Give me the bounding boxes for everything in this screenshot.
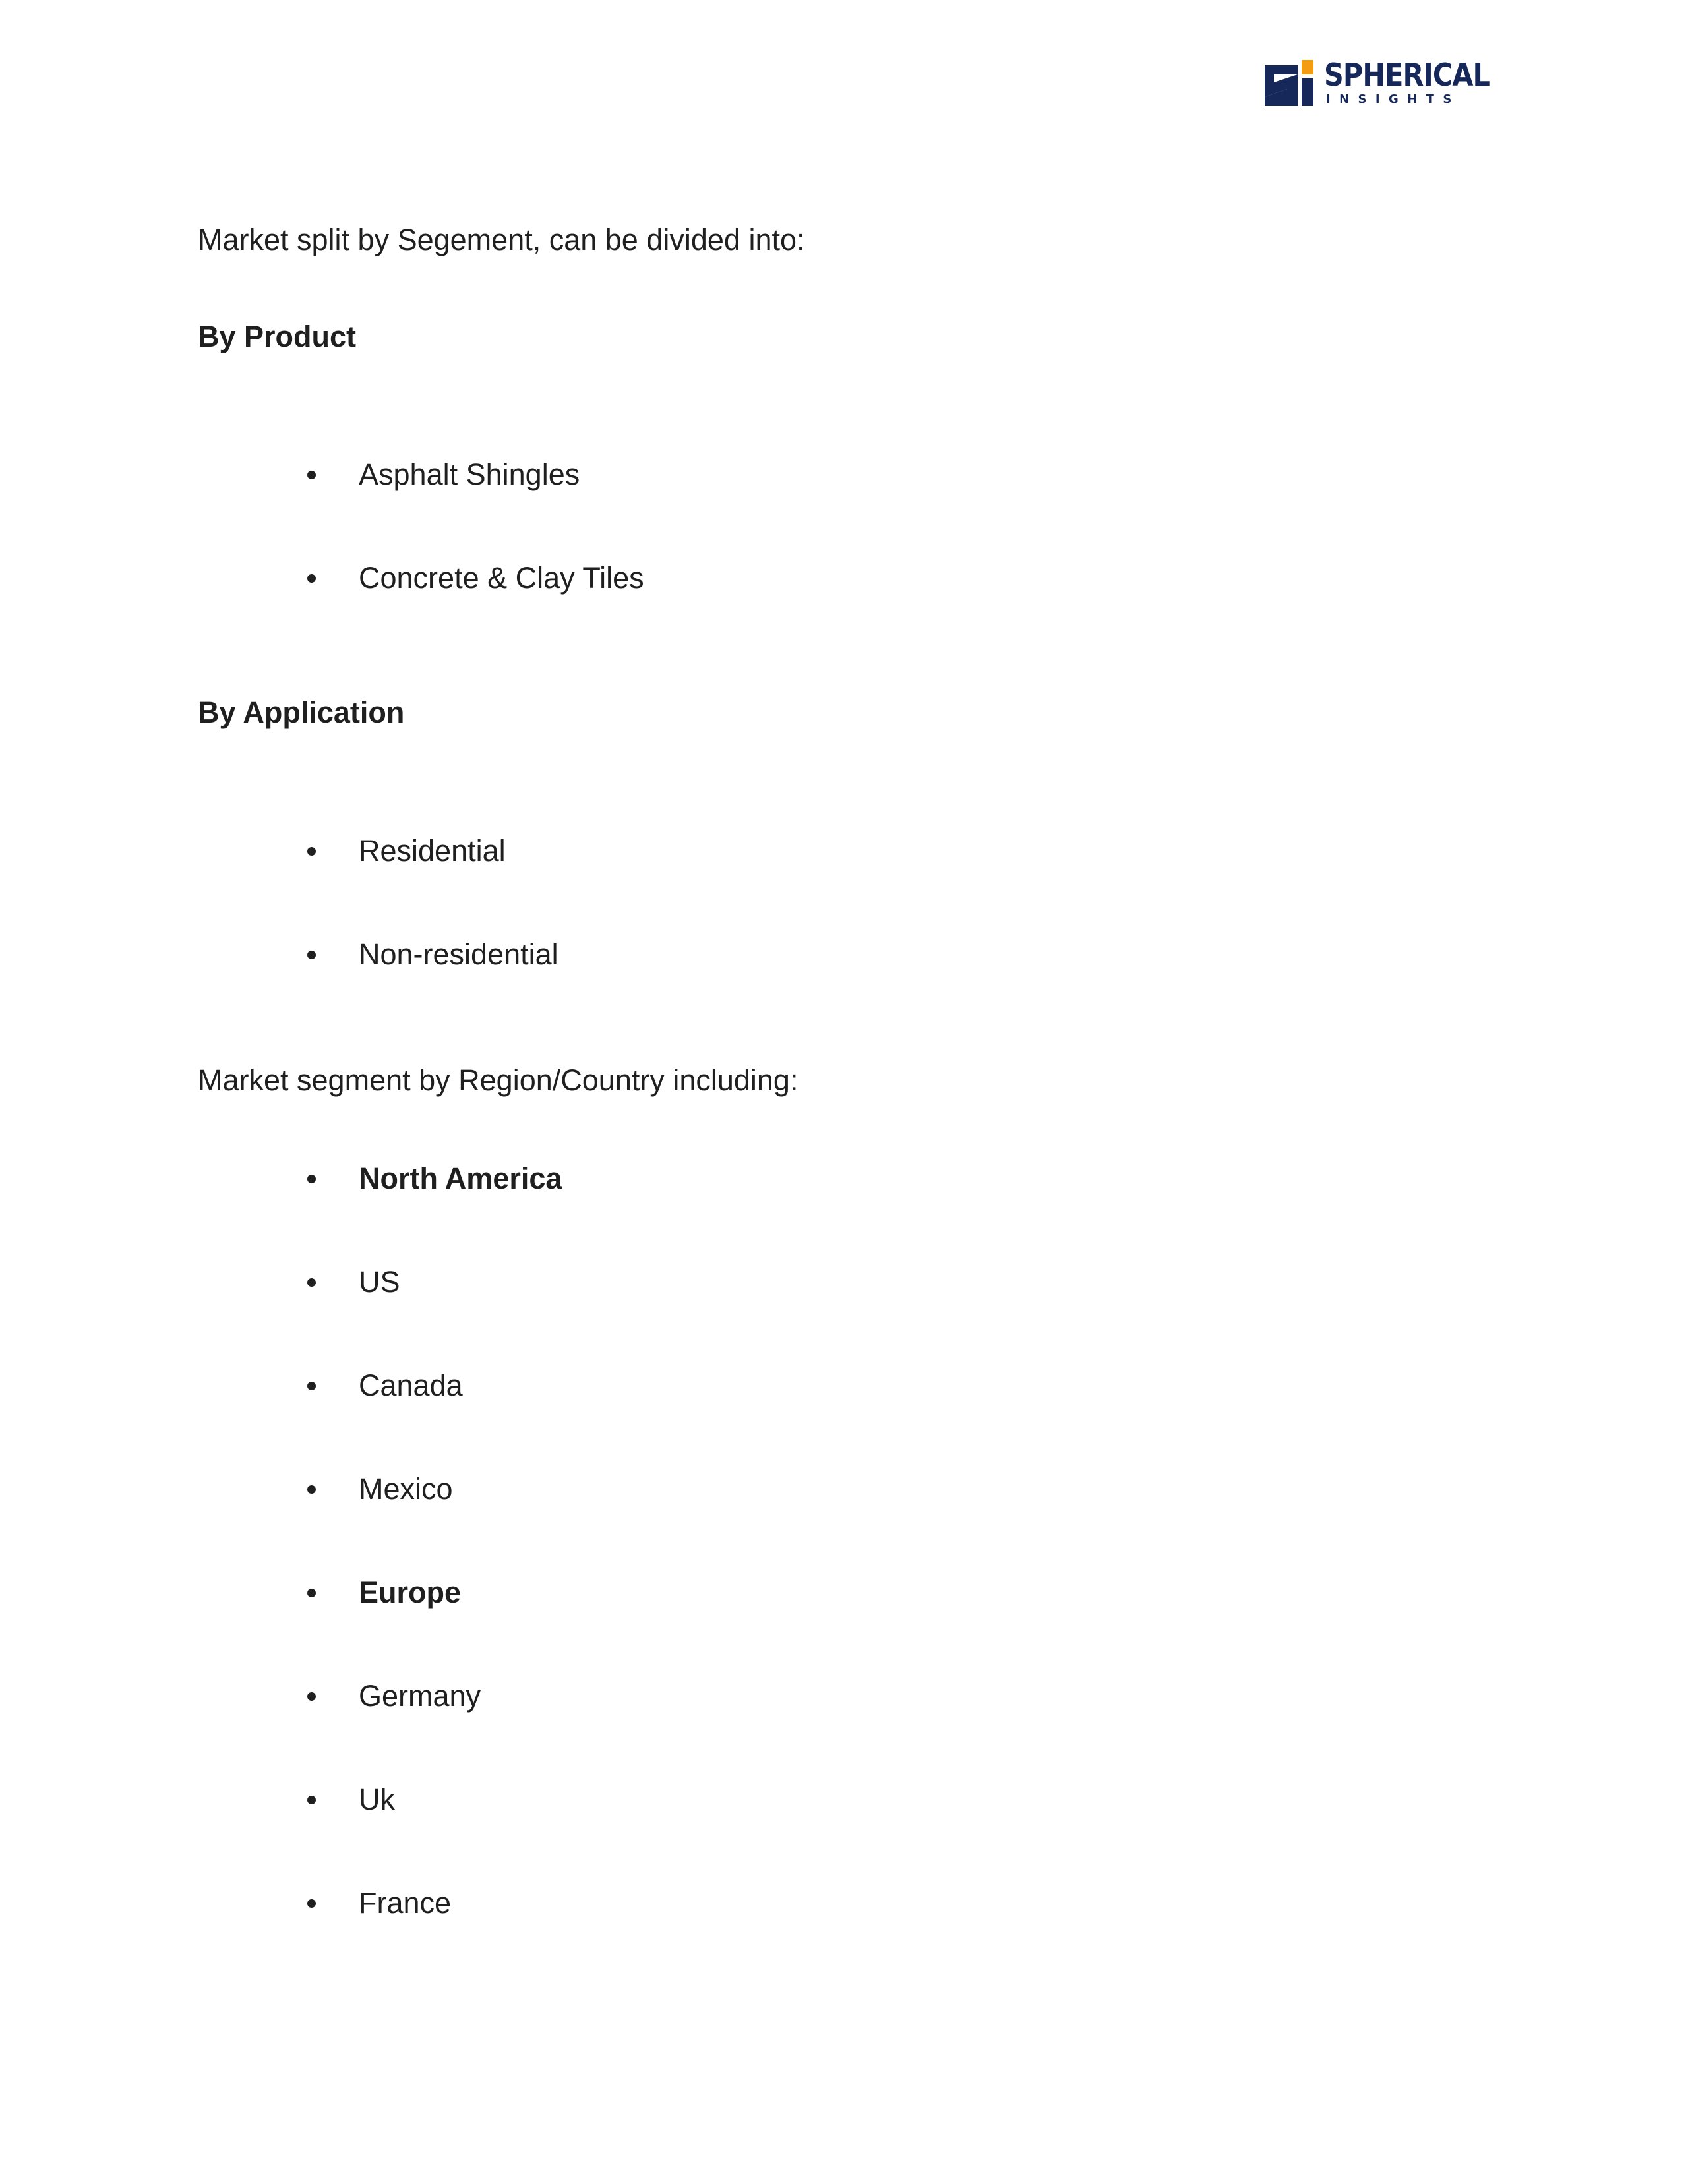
list-item xyxy=(307,1780,395,1819)
bullet-icon xyxy=(307,847,316,856)
region-france: France xyxy=(359,1886,452,1920)
bullet-icon xyxy=(307,1278,316,1287)
bullet-icon xyxy=(307,1589,316,1597)
list-item xyxy=(307,1573,462,1612)
bullet-icon xyxy=(307,574,316,583)
region-germany: Germany xyxy=(359,1679,481,1713)
region-intro: Market segment by Region/Country including: xyxy=(198,1063,799,1097)
spherical-insights-logo xyxy=(1265,58,1512,108)
logo-name: SPHERICAL xyxy=(1324,57,1490,94)
region-europe: Europe xyxy=(359,1576,462,1609)
bullet-icon xyxy=(307,1899,316,1908)
list-item xyxy=(307,1469,453,1509)
bullet-icon xyxy=(307,1692,316,1701)
bullet-icon xyxy=(307,1796,316,1804)
bullet-icon xyxy=(307,951,316,959)
list-item xyxy=(307,1262,400,1302)
bullet-icon xyxy=(307,471,316,479)
list-item xyxy=(307,558,644,598)
list-item xyxy=(307,1883,452,1923)
list-item-label: Non-residential xyxy=(359,937,558,971)
bullet-icon xyxy=(307,1382,316,1390)
region-mexico: Mexico xyxy=(359,1472,453,1506)
region-uk: Uk xyxy=(359,1783,395,1816)
bullet-icon xyxy=(307,1175,316,1183)
by-application-heading: By Application xyxy=(198,695,405,729)
bullet-icon xyxy=(307,1485,316,1494)
region-north-america: North America xyxy=(359,1162,562,1195)
list-item-label: Residential xyxy=(359,834,506,868)
by-product-heading: By Product xyxy=(198,320,357,353)
list-item xyxy=(307,1676,481,1716)
list-item xyxy=(307,1366,463,1405)
segment-intro: Market split by Segement, can be divided into: xyxy=(198,223,805,256)
list-item xyxy=(307,1159,562,1198)
list-item-label: Asphalt Shingles xyxy=(359,457,580,491)
region-us: US xyxy=(359,1265,400,1299)
list-item xyxy=(307,831,506,871)
list-item xyxy=(307,935,558,974)
logo-mark-icon xyxy=(1265,60,1315,106)
list-item-label: Concrete & Clay Tiles xyxy=(359,561,644,595)
region-canada: Canada xyxy=(359,1369,463,1402)
logo-text xyxy=(1324,57,1512,106)
logo-tagline: INSIGHTS xyxy=(1326,92,1461,106)
list-item xyxy=(307,455,580,494)
